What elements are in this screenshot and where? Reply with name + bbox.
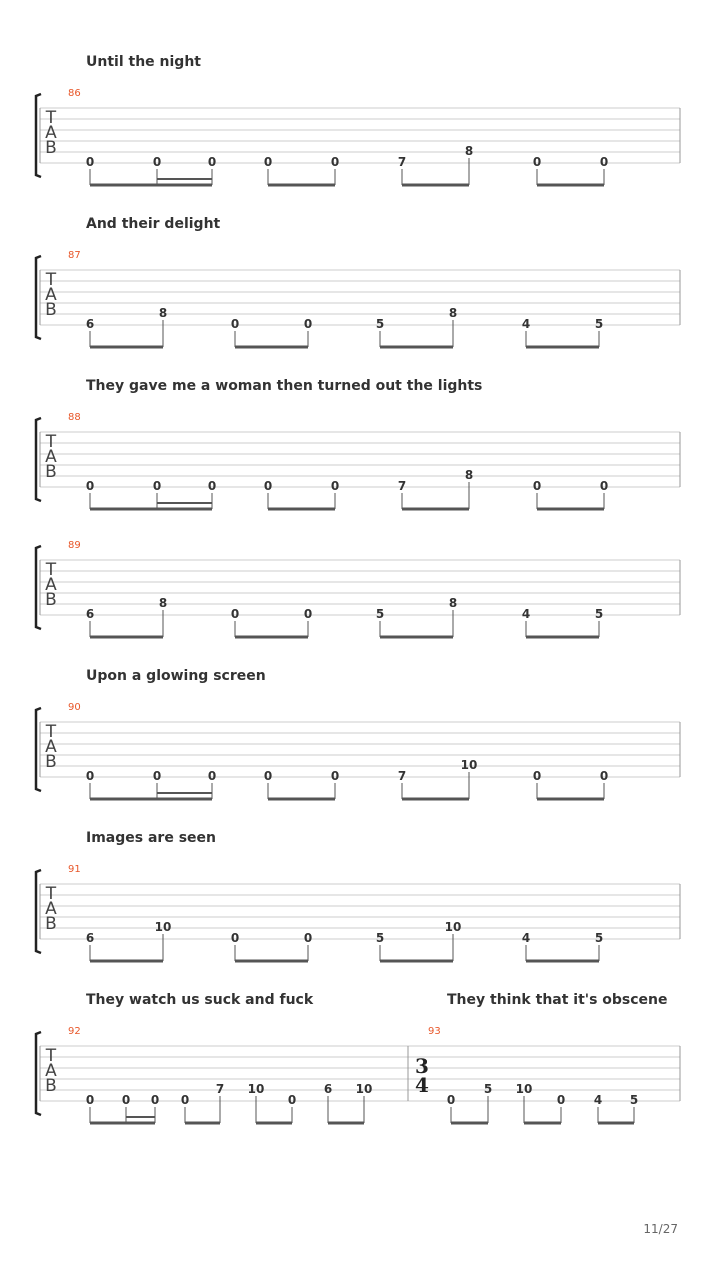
tab-clef-letter: A — [45, 123, 57, 143]
fret-number: 0 — [532, 769, 542, 783]
tab-clef-letter: B — [45, 752, 57, 772]
tab-clef-letter: T — [45, 108, 57, 128]
fret-number: 10 — [444, 920, 462, 934]
fret-number: 0 — [230, 317, 240, 331]
time-signature-digit: 4 — [415, 1073, 429, 1097]
tab-system — [36, 864, 680, 961]
fret-number: 8 — [158, 596, 168, 610]
measure-number: 88 — [68, 412, 81, 423]
tab-clef-letter: B — [45, 1076, 57, 1096]
fret-number: 7 — [397, 155, 407, 169]
fret-number: 8 — [464, 144, 474, 158]
fret-number: 10 — [247, 1082, 265, 1096]
time-signature-digit: 3 — [415, 1054, 429, 1078]
measure-number: 90 — [68, 702, 81, 713]
tab-clef-letter: T — [45, 1046, 57, 1066]
tab-clef-letter: B — [45, 590, 57, 610]
fret-number: 6 — [85, 931, 95, 945]
fret-number: 0 — [446, 1093, 456, 1107]
fret-number: 6 — [323, 1082, 333, 1096]
tab-system — [36, 702, 680, 799]
tab-clef-letter: A — [45, 575, 57, 595]
fret-number: 0 — [150, 1093, 160, 1107]
tab-clef-letter: A — [45, 899, 57, 919]
fret-number: 0 — [330, 769, 340, 783]
tab-system — [36, 250, 680, 347]
fret-number: 4 — [593, 1093, 603, 1107]
fret-number: 0 — [599, 155, 609, 169]
tab-clef-letter: B — [45, 138, 57, 158]
fret-number: 0 — [599, 479, 609, 493]
tab-system — [36, 88, 680, 185]
tab-clef-letter: T — [45, 432, 57, 452]
tab-clef-letter: T — [45, 722, 57, 742]
measure-number: 93 — [428, 1026, 441, 1037]
fret-number: 0 — [85, 155, 95, 169]
lyric-line: Upon a glowing screen — [86, 668, 266, 684]
tab-clef-letter: A — [45, 1061, 57, 1081]
fret-number: 7 — [397, 769, 407, 783]
fret-number: 0 — [207, 479, 217, 493]
tab-clef-letter: T — [45, 270, 57, 290]
fret-number: 5 — [629, 1093, 639, 1107]
fret-number: 0 — [85, 1093, 95, 1107]
fret-number: 6 — [85, 317, 95, 331]
lyric-line: They watch us suck and fuck — [86, 992, 314, 1008]
tab-clef-letter: B — [45, 914, 57, 934]
fret-number: 8 — [464, 468, 474, 482]
fret-number: 0 — [85, 479, 95, 493]
fret-number: 5 — [594, 317, 604, 331]
fret-number: 0 — [263, 479, 273, 493]
tab-clef-letter: A — [45, 737, 57, 757]
fret-number: 0 — [303, 607, 313, 621]
tab-clef-letter: B — [45, 300, 57, 320]
fret-number: 5 — [375, 317, 385, 331]
tab-system — [36, 412, 680, 509]
fret-number: 0 — [152, 479, 162, 493]
fret-number: 4 — [521, 317, 531, 331]
fret-number: 0 — [230, 931, 240, 945]
fret-number: 0 — [303, 317, 313, 331]
fret-number: 7 — [397, 479, 407, 493]
fret-number: 5 — [594, 607, 604, 621]
fret-number: 4 — [521, 607, 531, 621]
fret-number: 5 — [375, 931, 385, 945]
fret-number: 0 — [207, 769, 217, 783]
fret-number: 0 — [599, 769, 609, 783]
fret-number: 5 — [594, 931, 604, 945]
lyric-line: They gave me a woman then turned out the lights — [86, 378, 483, 394]
fret-number: 0 — [330, 155, 340, 169]
fret-number: 8 — [448, 306, 458, 320]
measure-number: 92 — [68, 1026, 81, 1037]
fret-number: 0 — [121, 1093, 131, 1107]
fret-number: 0 — [230, 607, 240, 621]
fret-number: 4 — [521, 931, 531, 945]
tab-clef-letter: A — [45, 447, 57, 467]
page-number: 11/27 — [643, 1222, 678, 1236]
measure-number: 87 — [68, 250, 81, 261]
fret-number: 0 — [532, 479, 542, 493]
fret-number: 10 — [515, 1082, 533, 1096]
tab-clef-letter: B — [45, 462, 57, 482]
lyric-line: They think that it's obscene — [447, 992, 668, 1008]
fret-number: 0 — [152, 155, 162, 169]
fret-number: 8 — [158, 306, 168, 320]
fret-number: 7 — [215, 1082, 225, 1096]
tab-clef-letter: T — [45, 884, 57, 904]
fret-number: 0 — [556, 1093, 566, 1107]
fret-number: 0 — [330, 479, 340, 493]
fret-number: 10 — [355, 1082, 373, 1096]
fret-number: 5 — [375, 607, 385, 621]
fret-number: 0 — [532, 155, 542, 169]
fret-number: 0 — [207, 155, 217, 169]
measure-number: 91 — [68, 864, 81, 875]
lyric-line: Until the night — [86, 54, 201, 70]
lyric-line: Images are seen — [86, 830, 216, 846]
fret-number: 10 — [154, 920, 172, 934]
fret-number: 0 — [263, 769, 273, 783]
fret-number: 0 — [303, 931, 313, 945]
fret-number: 0 — [287, 1093, 297, 1107]
fret-number: 8 — [448, 596, 458, 610]
tab-system — [36, 1026, 680, 1123]
fret-number: 0 — [152, 769, 162, 783]
fret-number: 10 — [460, 758, 478, 772]
measure-number: 86 — [68, 88, 81, 99]
lyric-line: And their delight — [86, 216, 221, 232]
fret-number: 0 — [180, 1093, 190, 1107]
fret-number: 0 — [263, 155, 273, 169]
fret-number: 6 — [85, 607, 95, 621]
fret-number: 0 — [85, 769, 95, 783]
tab-clef-letter: T — [45, 560, 57, 580]
tab-clef-letter: A — [45, 285, 57, 305]
fret-number: 5 — [483, 1082, 493, 1096]
tab-system — [36, 540, 680, 637]
measure-number: 89 — [68, 540, 81, 551]
